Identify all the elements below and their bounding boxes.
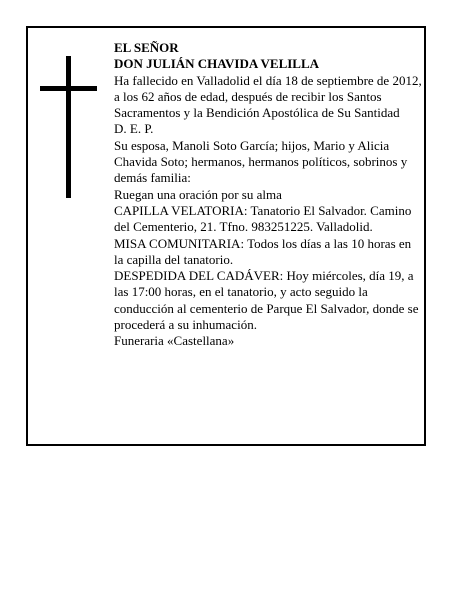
family-line: Su esposa, Manoli Soto García; hijos, Mario y Alicia Chavida Soto; hermanos, hermanos políticos, sobrinos y demás familia: [114,137,408,186]
chapel-info: CAPILLA VELATORIA: Tanatorio El Salvador. Camino del Cementerio, 21. Tfno. 983251225. Valladolid. [114,202,412,235]
cross-vertical-bar [66,56,71,198]
prayer-request: Ruegan una oración por su alma [114,186,282,202]
rip-line: D. E. P. [114,121,154,137]
funeral-home: Funeraria «Castellana» [114,333,235,349]
farewell-info: DESPEDIDA DEL CADÁVER: Hoy miércoles, día 19, a las 17:00 horas, en el tanatorio, y acto seguido la conducción al cementerio de Parque El Salvador, donde se procederá a su inhumación. [114,268,419,333]
cross-horizontal-bar [40,86,97,91]
obituary-text [114,40,422,350]
death-announcement: Ha fallecido en Valladolid el día 18 de septiembre de 2012, a los 62 años de edad, después de recibir los Santos Sacramentos y la Bendición Apostólica de Su Santidad [114,72,422,121]
title-line-1: EL SEÑOR [114,40,179,55]
mass-info: MISA COMUNITARIA: Todos los días a las 10 horas en la capilla del tanatorio. [114,235,412,267]
obituary-notice [26,26,426,446]
deceased-name: DON JULIÁN CHAVIDA VELILLA [114,56,320,72]
